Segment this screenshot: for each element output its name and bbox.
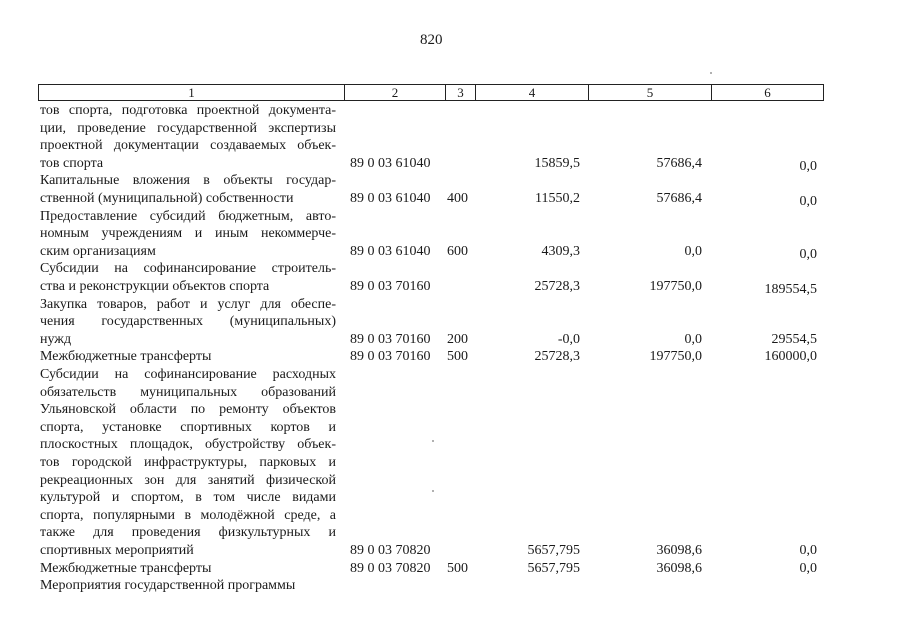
row-col-5: 197750,0: [649, 349, 702, 365]
row-col-4: 25728,3: [534, 349, 580, 365]
row-expense-type: 500: [447, 349, 468, 365]
row-expense-type: 200: [447, 331, 468, 347]
description-line: спортивных мероприятий: [40, 542, 194, 558]
page-number: 820: [420, 32, 443, 48]
row-col-5: 57686,4: [656, 155, 702, 171]
description-line: тов спорта, подготовка проектной документа-: [40, 103, 336, 118]
row-col-4: 5657,795: [527, 560, 580, 576]
description-line: ции, проведение государственной экспертизы: [40, 120, 336, 136]
scan-speck: [432, 490, 434, 492]
description-line: плоскостных площадок, обустройству объек-: [40, 437, 336, 453]
description-line: номным учреждениям и иным некоммерче-: [40, 226, 336, 242]
row-col-4: 11550,2: [535, 190, 580, 206]
description-line: ства и реконструкции объектов спорта: [40, 278, 270, 294]
description-line: Субсидии на софинансирование строитель-: [40, 261, 336, 277]
description-line: Мероприятия государственной программы: [40, 578, 296, 594]
scan-speck: [432, 440, 434, 442]
row-col-6: 189554,5: [764, 281, 817, 297]
row-col-6: 29554,5: [771, 331, 817, 347]
row-expense-type: 500: [447, 560, 468, 576]
description-line: ским организациям: [40, 243, 156, 259]
description-line: Предоставление субсидий бюджетным, авто-: [40, 208, 336, 224]
row-expense-type: 400: [447, 190, 468, 206]
row-code: 89 0 03 61040: [350, 190, 431, 206]
description-line: проектной документации создаваемых объек-: [40, 138, 336, 154]
header-col-3: 3: [446, 85, 476, 100]
row-description: [40, 577, 336, 595]
header-col-4: 4: [476, 85, 589, 100]
row-col-5: 197750,0: [649, 278, 702, 294]
row-col-4: 15859,5: [534, 155, 580, 171]
row-col-5: 36098,6: [656, 560, 702, 576]
header-col-1: 1: [39, 85, 345, 100]
row-col-6: 0,0: [799, 193, 817, 209]
description-line: культурой и спортом, в том числе видами: [40, 490, 336, 506]
header-col-6: 6: [764, 85, 771, 100]
row-col-4: 25728,3: [534, 278, 580, 294]
header-col-5: 5: [589, 85, 712, 100]
row-col-6: 0,0: [799, 543, 817, 558]
row-col-5: 0,0: [684, 243, 702, 259]
row-col-4: 4309,3: [541, 243, 580, 259]
description-line: Капитальные вложения в объекты государ-: [40, 173, 336, 189]
row-code: 89 0 03 61040: [350, 243, 431, 259]
row-col-5: 57686,4: [656, 190, 702, 206]
row-code: 89 0 03 70160: [350, 349, 431, 365]
row-col-6: 0,0: [799, 246, 817, 262]
row-col-5: 36098,6: [656, 543, 702, 558]
row-description: [40, 366, 336, 560]
row-description: [40, 102, 336, 172]
row-code: 89 0 03 61040: [350, 155, 431, 171]
row-code: 89 0 03 70820: [350, 543, 431, 558]
description-line: обязательств муниципальных образований: [40, 384, 336, 400]
row-col-5: 0,0: [684, 331, 702, 347]
header-col-2: 2: [345, 85, 446, 100]
scan-speck: [710, 72, 712, 74]
description-line: рекреационных зон для занятий физической: [40, 472, 336, 488]
row-description: [40, 348, 336, 366]
row-col-6: 0,0: [799, 158, 817, 174]
description-line: спорта, популярными в молодёжной среде, а: [40, 507, 336, 523]
row-col-4: 5657,795: [527, 543, 580, 558]
row-code: 89 0 03 70160: [350, 331, 431, 347]
row-expense-type: 600: [447, 243, 468, 259]
description-line: спорта, установке спортивных кортов и: [40, 419, 336, 435]
description-line: Ульяновской области по ремонту объектов: [40, 402, 336, 418]
row-code: 89 0 03 70160: [350, 278, 431, 294]
description-line: также для проведения физкультурных и: [40, 525, 336, 541]
row-code: 89 0 03 70820: [350, 560, 431, 576]
description-line: Субсидии на софинансирование расходных: [40, 367, 336, 382]
row-description: [40, 208, 336, 261]
row-col-4: -0,0: [557, 331, 580, 347]
description-line: тов городской инфраструктуры, парковых и: [40, 454, 336, 470]
row-col-6: 0,0: [799, 560, 817, 576]
description-line: нужд: [40, 331, 72, 347]
description-line: тов спорта: [40, 155, 104, 171]
description-line: ственной (муниципальной) собственности: [40, 190, 294, 206]
description-line: Межбюджетные трансферты: [40, 560, 212, 576]
description-line: Межбюджетные трансферты: [40, 349, 212, 365]
description-line: чения государственных (муниципальных): [40, 314, 336, 330]
row-description: [40, 560, 336, 578]
row-description: [40, 260, 336, 295]
description-line: Закупка товаров, работ и услуг для обеспе-: [40, 296, 336, 312]
row-description: [40, 172, 336, 207]
row-description: [40, 296, 336, 349]
row-col-6: 160000,0: [764, 349, 817, 365]
